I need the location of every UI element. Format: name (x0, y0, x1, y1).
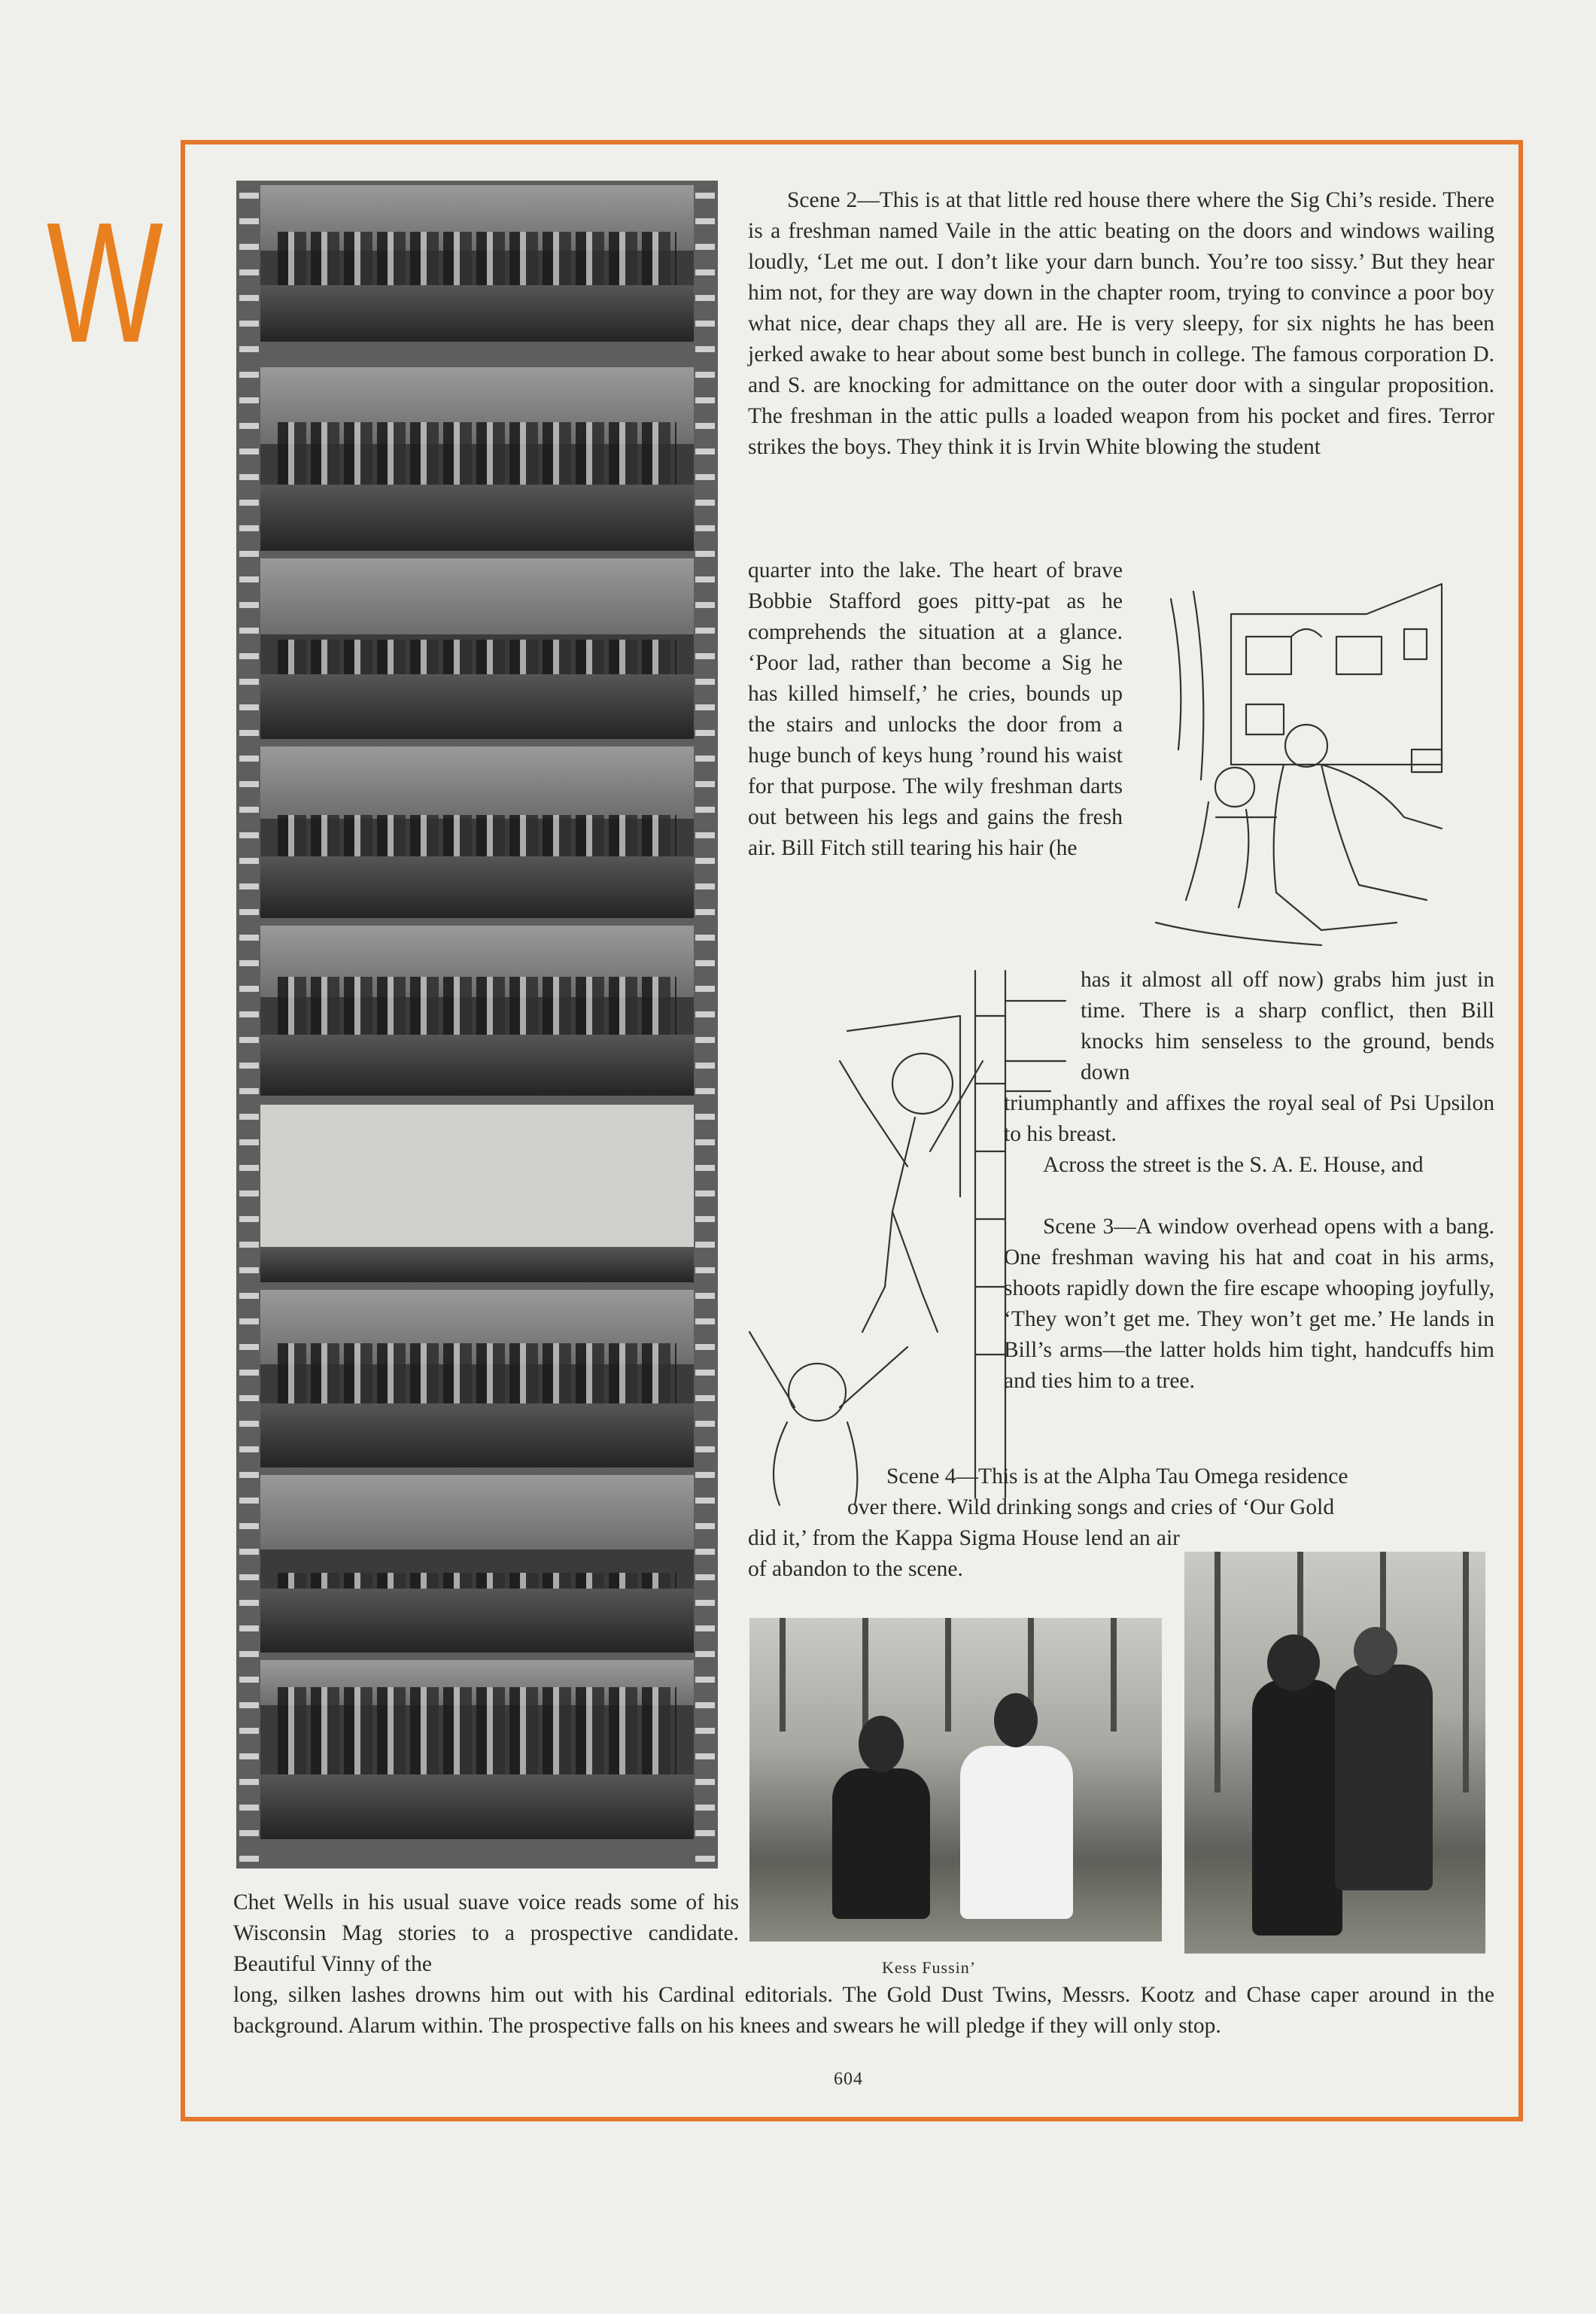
sprocket-holes-left (239, 181, 259, 1869)
story-paragraph-1-right: has it almost all off now) grabs him just in time. There is a sharp conflict, then Bill knocks him senseless to the ground, bends down (1081, 968, 1494, 1084)
film-photo-2 (260, 367, 694, 551)
story-bottom-left: Chet Wells in his usual suave voice reads some of his Wisconsin Mag stories to a prospective candidate. Beautiful Vinny of the (233, 1890, 739, 1976)
story-paragraph-1-end: triumphantly and affixes the royal seal of Psi Upsilon to his breast. (1004, 1091, 1494, 1146)
film-photo-5 (260, 926, 694, 1096)
story-paragraph-1: Scene 2—This is at that little red house there where the Sig Chi’s reside. There is a freshman named Vaile in the attic beating on the doors and windows wailing loudly, ‘Let me out. I don’t like your darn bunch. You’re too sissy.’ But they hear him not, for they are way down in the chapter room, trying to convince a poor boy what nice, dear chaps they all are. He is very sleepy, for six nights he has been jerked awake to hear about some best bunch in college. The famous corporation D. and S. are knocking for admittance on the outer door with a singular proposition. The freshman in the attic pulls a loaded weapon from his pocket and fires. Terror strikes the boys. They think it is Irvin White blowing the student (748, 188, 1494, 459)
sketch-fallen-students (1126, 569, 1502, 953)
story-paragraph-2: Across the street is the S. A. E. House, and (1043, 1153, 1424, 1177)
film-photo-9 (260, 1660, 694, 1839)
photo-kess-fussin (749, 1618, 1162, 1942)
story-paragraph-3: Scene 3—A window overhead opens with a bang. One freshman waving his hat and coat in his arms, shoots rapidly down the fire escape whooping joyfully, ‘They won’t get me. They won’t get me.’ He lands in Bill’s arms—the latter holds him tight, handcuffs him and ties him to a tree. (1004, 1215, 1494, 1393)
story-paragraph-4-line-1: Scene 4—This is at the Alpha Tau Omega residence (886, 1464, 1348, 1488)
film-photo-7 (260, 1290, 694, 1467)
film-photo-6 (260, 1105, 694, 1282)
story-bottom-full: long, silken lashes drowns him out with his Cardinal editorials. The Gold Dust Twins, Messrs. Kootz and Chase caper around in the background. Alarum within. The prospective falls on his knees and swears he will pledge if they will only stop. (233, 1983, 1494, 2038)
decorative-initial: W (47, 187, 162, 379)
film-photo-1 (260, 185, 694, 342)
sprocket-holes-right (695, 181, 715, 1869)
photo-couple-on-stump (1184, 1552, 1485, 1954)
story-paragraph-1-wrap: quarter into the lake. The heart of brave Bobbie Stafford goes pitty-pat as he comprehends the situation at a glance. ‘Poor lad, rather than become a Sig he has killed himself,’ he cries, bounds up the stairs and unlocks the door from a huge bunch of keys hung ’round his waist for that purpose. The wily freshman darts out between his legs and gains the fresh air. Bill Fitch still tearing his hair (he (748, 558, 1123, 860)
page-number: 604 (834, 2069, 863, 2089)
story-paragraph-4-line-3: did it,’ from the Kappa Sigma House lend an air of abandon to the scene. (748, 1526, 1180, 1581)
film-strip (236, 181, 718, 1869)
film-photo-8 (260, 1475, 694, 1653)
film-photo-4 (260, 747, 694, 918)
film-photo-3 (260, 558, 694, 739)
photo-caption: Kess Fussin’ (882, 1958, 977, 1977)
story-paragraph-4-line-2: over there. Wild drinking songs and cries of ‘Our Gold (847, 1495, 1335, 1519)
